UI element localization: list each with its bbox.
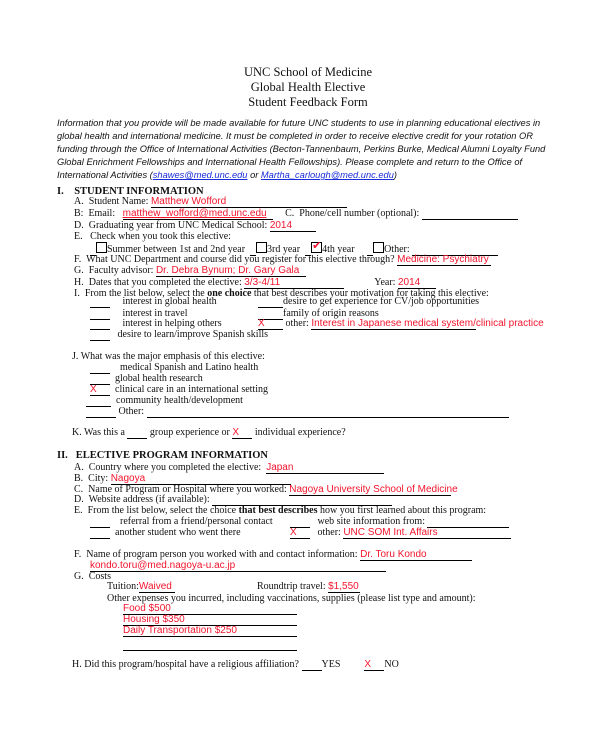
no-label: NO (384, 659, 399, 670)
checkbox-summer[interactable] (96, 242, 107, 253)
section-num: I. (57, 186, 64, 197)
field-value: Daily Transportation $250 (123, 625, 237, 636)
costs-heading (74, 571, 111, 583)
travel-row (257, 581, 360, 593)
item-letter: C. (74, 484, 84, 495)
field-label: Check when you took this elective: (90, 231, 231, 242)
item-letter: E. (74, 505, 83, 516)
x-mark: X (290, 527, 297, 538)
field-label: Country where you completed the elective: (88, 462, 262, 473)
x-mark: X (90, 384, 97, 395)
item-letter: D. (74, 220, 84, 231)
section-2-heading (57, 450, 268, 462)
student-name-row (74, 196, 347, 208)
option-label: referral from a friend/personal contact (120, 516, 273, 527)
field-label: Website address (if available): (88, 494, 210, 505)
item-letter: C. (285, 208, 295, 219)
section-title: ELECTIVE PROGRAM INFORMATION (75, 450, 268, 461)
blank[interactable] (258, 296, 283, 308)
phone-field[interactable] (422, 208, 518, 220)
title-line-3: Student Feedback Form (248, 95, 368, 109)
field-label: Costs (88, 571, 111, 582)
option-label: interest in travel (122, 308, 188, 319)
item-letter: I. (74, 288, 80, 299)
blank[interactable] (290, 527, 310, 539)
item-letter: G. (74, 265, 84, 276)
contact-email-field[interactable] (90, 560, 386, 572)
checkbox-other[interactable] (373, 242, 384, 253)
option-label: interest in global health (122, 296, 217, 307)
item-letter: G. (74, 571, 84, 582)
field-value: Food $500 (123, 603, 171, 614)
x-mark: X (232, 427, 240, 438)
checkbox-4th-year[interactable] (311, 239, 322, 253)
field-value: Medicine: Psychiatry (397, 254, 489, 265)
option-label: Summer between 1st and 2nd year (107, 244, 246, 255)
item-letter: D. (74, 494, 84, 505)
option-label: clinical care in an international setting (115, 384, 268, 395)
question-text: From the list below, select the choice (87, 505, 239, 516)
option-label: global health research (115, 373, 203, 384)
expense-line[interactable] (123, 625, 297, 637)
question-text: From the list below, select the (84, 288, 208, 299)
field-label: Student Name: (88, 196, 149, 207)
item-letter: A. (74, 196, 84, 207)
field-value: Dr. Debra Bynum; Dr. Gary Gala (155, 265, 300, 276)
email-link-1[interactable]: shawes@med.unc.edu (152, 170, 248, 180)
email-field[interactable] (123, 208, 273, 220)
yes-blank[interactable] (302, 659, 322, 671)
field-label: Graduating year from UNC Medical School: (88, 220, 268, 231)
question-text: how you first learned about this program: (317, 505, 487, 516)
field-value: kondo.toru@med.nagoya-u.ac.jp (90, 560, 236, 571)
field-value: $1,550 (328, 581, 359, 592)
individual-blank[interactable] (232, 427, 252, 439)
item-letter: H. (74, 277, 84, 288)
experience-type-question (72, 427, 346, 439)
emphasis-question: J. What was the major emphasis of this elective: (72, 351, 265, 362)
other-expenses-label: Other expenses you incurred, including vaccinations, supplies (please list type and amount): (107, 593, 476, 604)
option-label: another student who went there (115, 527, 241, 538)
motivation-option-other[interactable] (258, 318, 544, 330)
title-line-2: Global Health Elective (250, 80, 366, 94)
religious-affiliation-row (72, 659, 399, 671)
option-label: desire to learn/improve Spanish skills (117, 329, 269, 340)
field-label: Phone/cell number (optional): (299, 208, 420, 219)
field-value: 2014 (397, 277, 421, 288)
field-value: Japan (266, 462, 294, 473)
option-label: interest in helping others (122, 318, 222, 329)
intro-text: Information that you provide will be made available for future UNC students to use in planning educational electives in global health and international medicine. It must be completed in order to receive elective credit for your rotation OR funding through the Office of International Activities (Becton-Tannenbaum, Perkins Burke, Medical Alumni Loyalty Fund Global Enrichment Fellowships and International Health Fellowships). Please complete and return to the Office of International Activities ( (57, 118, 546, 180)
source-option[interactable] (90, 527, 241, 539)
field-value: UNC SOM Int. Affairs (343, 527, 438, 538)
option-label: family of origin reasons (283, 308, 379, 319)
expense-field[interactable] (123, 625, 297, 637)
item-letter: E. (74, 231, 83, 242)
field-value: matthew_wofford@med.unc.edu (122, 208, 267, 219)
yes-label: YES (321, 659, 341, 670)
section-num: II. (57, 450, 68, 461)
option-label: other: (285, 318, 309, 329)
graduating-year-field[interactable] (270, 220, 316, 232)
advisor-field[interactable] (156, 265, 306, 277)
question-text: that best describes your motivation for taking this elective: (251, 288, 489, 299)
field-label: Name of Program or Hospital where you worked: (88, 484, 287, 495)
blank[interactable] (90, 527, 110, 539)
field-value: Nagoya (110, 473, 146, 484)
email-row (74, 208, 518, 220)
field-label: Faculty advisor: (88, 265, 154, 276)
field-value: Housing $350 (123, 614, 185, 625)
group-blank[interactable] (127, 427, 147, 439)
option-label: Other: (384, 244, 410, 255)
option-label: 3rd year (267, 244, 301, 255)
question-emphasis: one choice (207, 288, 252, 299)
student-name-field[interactable] (151, 196, 347, 208)
tuition-field[interactable] (139, 581, 175, 593)
checkbox-3rd-year[interactable] (256, 242, 267, 253)
email-link-2[interactable]: Martha_carlough@med.unc.edu (260, 170, 394, 180)
field-label: Roundtrip travel: (257, 581, 326, 592)
expense-field[interactable] (123, 639, 297, 651)
blank[interactable] (90, 296, 110, 308)
intro-close: ) (393, 170, 397, 180)
tuition-row (107, 581, 175, 593)
field-value: Matthew Wofford (150, 196, 227, 207)
blank[interactable] (86, 406, 116, 418)
item-letter: F. (74, 254, 82, 265)
option-label: medical Spanish and Latino health (120, 362, 259, 373)
x-mark: X (364, 659, 372, 670)
field-value: 3/3-4/11 (244, 277, 281, 288)
intro-or: or (247, 170, 261, 180)
field-label: Tuition: (107, 581, 139, 592)
field-label: Name of program person you worked with and contact information: (86, 549, 358, 560)
question-emphasis: that best describes (238, 505, 318, 516)
option-label: community health/development (116, 395, 243, 406)
field-label: Year: (374, 277, 396, 288)
no-blank[interactable] (364, 659, 384, 671)
field-value: Nagoya University School of Medicine (289, 484, 458, 495)
field-label: Dates that you completed the elective: (88, 277, 242, 288)
motivation-option[interactable] (90, 296, 217, 308)
option-label: Other: (118, 406, 145, 417)
option-label: desire to get experience for CV/job opportunities (283, 296, 480, 307)
item-letter: B. (74, 473, 84, 484)
item-letter: F. (74, 549, 82, 560)
question-text: H. Did this program/hospital have a religious affiliation? (72, 659, 299, 670)
item-letter: A. (74, 462, 84, 473)
travel-field[interactable] (328, 581, 360, 593)
field-value: 2014 (269, 220, 293, 231)
intro-paragraph (57, 117, 557, 182)
field-value: Waived (138, 581, 172, 592)
other-field[interactable] (311, 318, 544, 330)
motivation-option[interactable] (258, 296, 479, 308)
question-text: K. Was this a (72, 427, 128, 438)
emphasis-option-other[interactable] (86, 406, 509, 418)
other-field[interactable] (343, 527, 511, 539)
x-mark: X (258, 318, 265, 329)
field-value: Interest in Japanese medical system/clinical practice (311, 318, 544, 329)
question-text: individual experience? (252, 427, 346, 438)
department-field[interactable] (397, 254, 491, 266)
title-line-1: UNC School of Medicine (243, 65, 373, 79)
other-field[interactable] (147, 406, 509, 418)
option-label: other: (317, 527, 341, 538)
field-value: Dr. Toru Kondo (360, 549, 427, 560)
field-label: What UNC Department and course did you register for this elective through? (86, 254, 395, 265)
blank[interactable] (90, 329, 110, 341)
contact-email-row (90, 560, 386, 572)
checkmark-icon: ✔ (312, 239, 322, 252)
question-text: group experience or (147, 427, 233, 438)
field-label: City: (88, 473, 109, 484)
source-option-other[interactable] (290, 527, 511, 539)
field-label: Email: (88, 208, 116, 219)
expense-line[interactable] (123, 639, 297, 651)
item-letter: B: (74, 208, 84, 219)
option-label: 4th year (322, 244, 355, 255)
option-label: web site information from: (317, 516, 425, 527)
section-title: STUDENT INFORMATION (74, 186, 204, 197)
motivation-option[interactable] (90, 329, 268, 341)
advisor-row (74, 265, 306, 277)
